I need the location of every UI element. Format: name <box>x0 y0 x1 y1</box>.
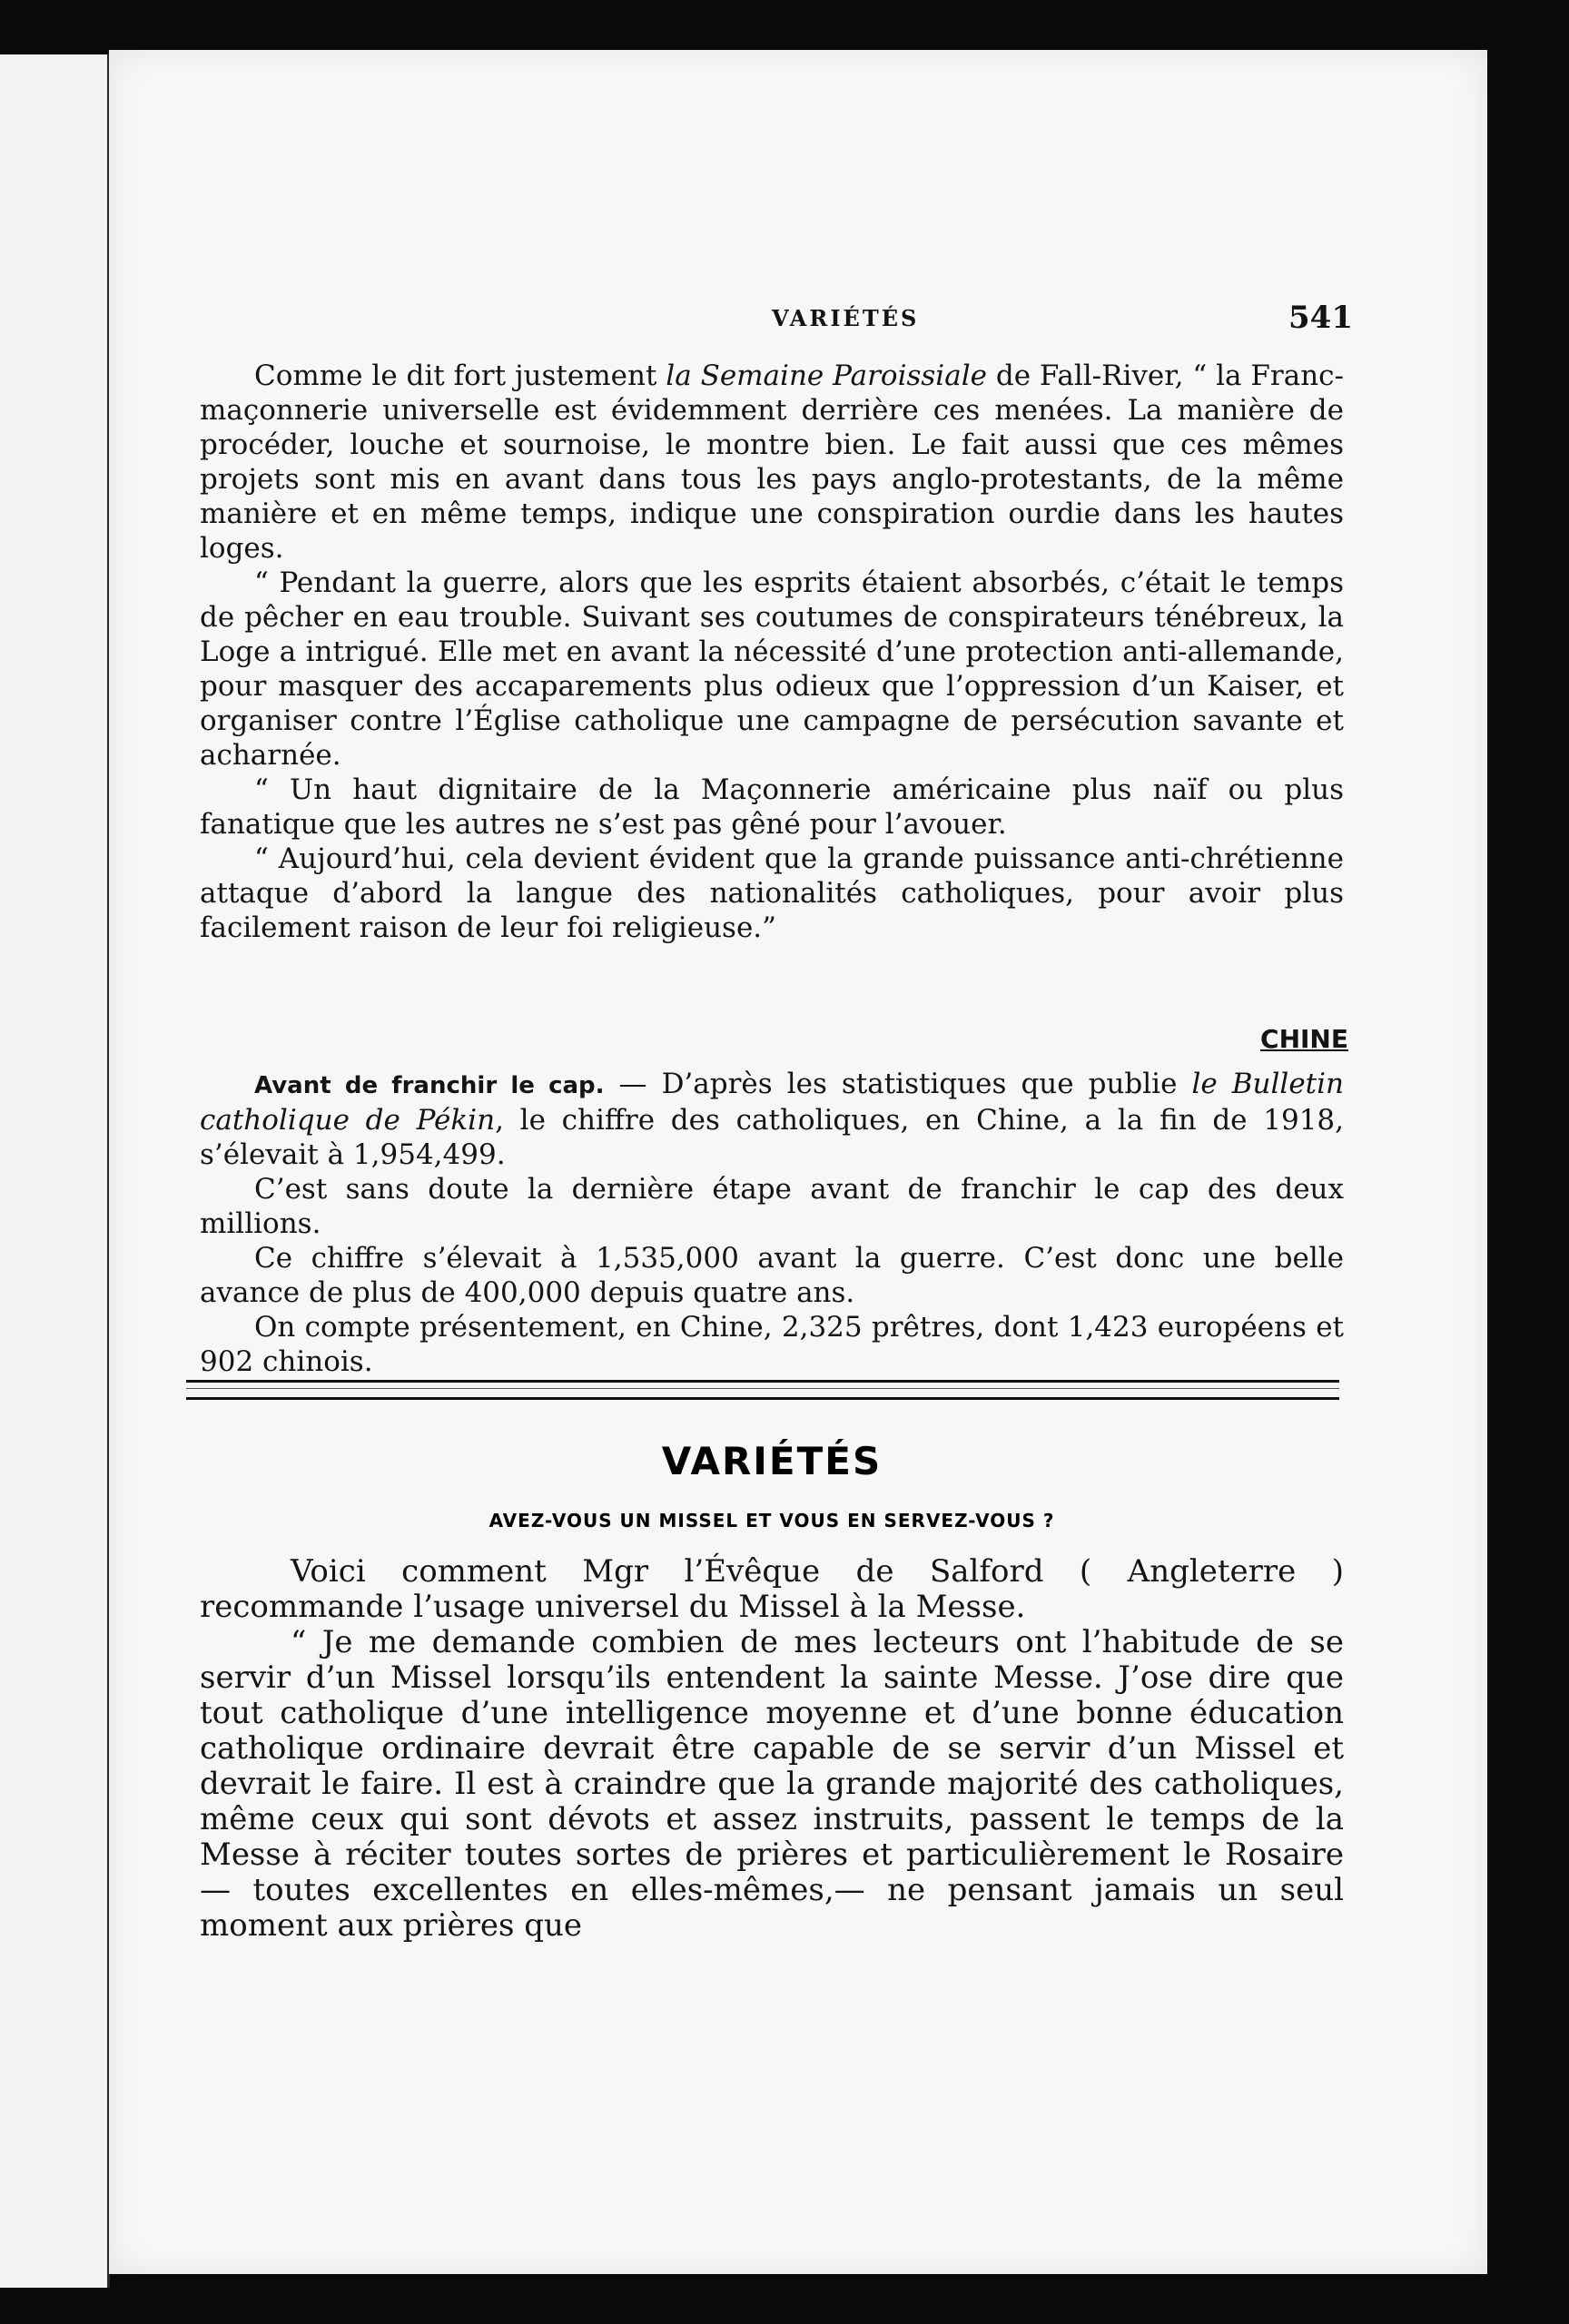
adjacent-page-edge <box>0 54 110 2288</box>
paragraph: Voici comment Mgr l’Évêque de Salford ( Angleterre ) recommande l’usage universel du Missel à la Messe. <box>200 1553 1344 1625</box>
text-run: Comme le dit fort justement <box>254 359 666 392</box>
text-run: — D’après les statistiques que publie <box>604 1068 1192 1100</box>
paragraph <box>200 1067 1344 1172</box>
running-head-title: VARIÉTÉS <box>772 305 920 331</box>
running-head <box>200 300 1353 354</box>
section-label-chine: CHINE <box>1260 1024 1348 1054</box>
rule-inner-line <box>186 1388 1339 1389</box>
article-subheading: AVEZ-VOUS UN MISSEL ET VOUS EN SERVEZ-VOUS ? <box>488 1510 1055 1531</box>
paragraph: “ Un haut dignitaire de la Maçonnerie américaine plus naïf ou plus fanatique que les autres ne s’est pas gêné pour l’avouer. <box>200 773 1344 841</box>
china-article <box>200 1067 1344 1379</box>
paragraph: Ce chiffre s’élevait à 1,535,000 avant la guerre. C’est donc une belle avance de plus de 400,000 depuis quatre ans. <box>200 1242 1344 1309</box>
article-run-in-title: Avant de franchir le cap. <box>254 1072 605 1099</box>
publication-title: le Bulletin catholique de Pékin <box>200 1068 1344 1137</box>
text-run: de Fall-River, “ la Franc-maçonnerie universelle est évidemment derrière ces menées. La manière de procéder, louche et sournoise, le montre bien. Le fait aussi que ces mêmes projets sont mis en avant dans tous les pays anglo-protestants, de la même manière et en même temps, indique une conspiration ourdie dans les hautes loges. <box>200 359 1345 565</box>
text-run: , le chiffre des catholiques, en Chine, a la fin de 1918, s’élevait à 1,954,499. <box>200 1104 1345 1171</box>
missel-article <box>200 1554 1344 1944</box>
article-continuation <box>200 359 1344 945</box>
paragraph: “ Aujourd’hui, cela devient évident que la grande puissance anti-chrétienne attaque d’abord la langue des nationalités catholiques, pour avoir plus facilement raison de leur foi religieuse.” <box>200 842 1344 944</box>
double-rule-divider <box>186 1380 1339 1400</box>
page-number: 541 <box>1288 300 1353 336</box>
section-heading: VARIÉTÉS <box>661 1439 883 1483</box>
publication-title: la Semaine Paroissiale <box>666 359 987 392</box>
paragraph: C’est sans doute la dernière étape avant de franchir le cap des deux millions. <box>200 1173 1344 1240</box>
paragraph <box>200 359 1344 566</box>
paragraph: “ Pendant la guerre, alors que les esprits étaient absorbés, c’était le temps de pêcher en eau trouble. Suivant ses coutumes de conspirateurs ténébreux, la Loge a intrigué. Elle met en avant la nécessité d’une protection anti-allemande, pour masquer des accaparements plus odieux que l’oppression d’un Kaiser, et organiser contre l’Église catholique une campagne de persécution savante et acharnée. <box>200 566 1344 772</box>
paragraph: On compte présentement, en Chine, 2,325 prêtres, dont 1,423 européens et 902 chinois. <box>200 1311 1344 1378</box>
paragraph: “ Je me demande combien de mes lecteurs ont l’habitude de se servir d’un Missel lorsqu’ils entendent la sainte Messe. J’ose dire que tout catholique d’une intelligence moyenne et d’une bonne éducation catholique ordinaire devrait être capable de se servir d’un Missel et devrait le faire. Il est à craindre que la grande majorité des catholiques, même ceux qui sont dévots et assez instruits, passent le temps de la Messe à réciter toutes sortes de prières et particulièrement le Rosaire — toutes excellentes en elles-mêmes,— ne pensant jamais un seul moment aux prières que <box>200 1624 1344 1944</box>
